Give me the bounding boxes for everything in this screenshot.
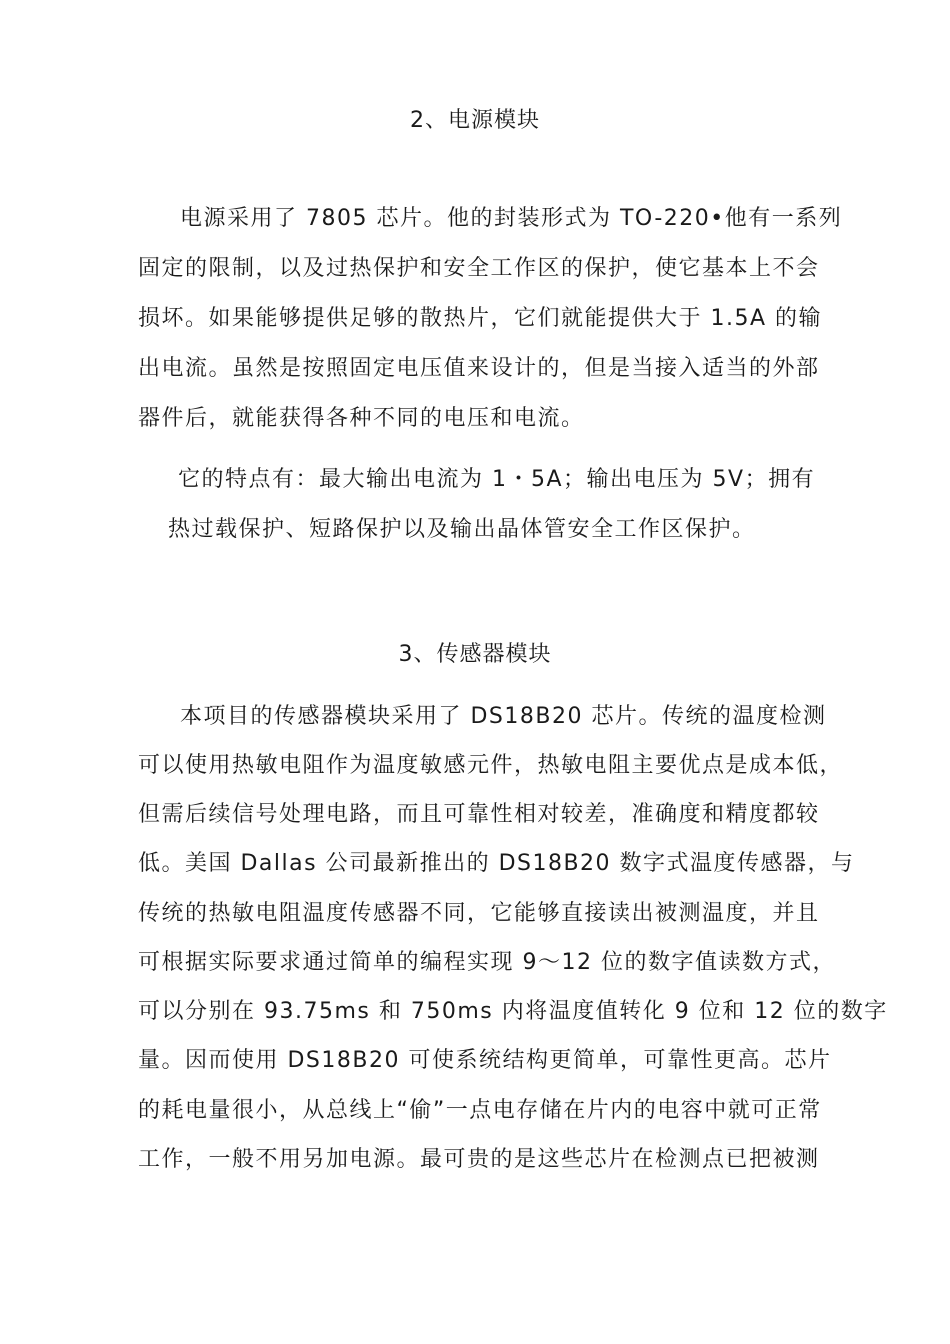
- section-3-para-1-line-9: 的耗电量很小，从总线上“偷”一点电存储在片内的电容中就可正常: [138, 1098, 822, 1123]
- section-3-para-1-line-2: 可以使用热敏电阻作为温度敏感元件，热敏电阻主要优点是成本低，: [138, 753, 844, 778]
- section-2-para-2-line-1: 它的特点有：最大输出电流为 1・5A；输出电压为 5V；拥有: [178, 467, 816, 492]
- section-3-para-1-line-6: 可根据实际要求通过简单的编程实现 9〜12 位的数字值读数方式，: [138, 950, 836, 975]
- section-3-para-1-line-4: 低。美国 Dallas 公司最新推出的 DS18B20 数字式温度传感器，与: [138, 851, 855, 876]
- section-3-heading: 3、传感器模块: [398, 642, 552, 667]
- section-2-heading: 2、电源模块: [410, 108, 540, 133]
- section-3-para-1-line-5: 传统的热敏电阻温度传感器不同，它能够直接读出被测温度，并且: [138, 901, 820, 926]
- section-2-para-1-line-4: 出电流。虽然是按照固定电压值来设计的，但是当接入适当的外部: [138, 356, 820, 381]
- section-2-para-1-line-3: 损坏。如果能够提供足够的散热片，它们就能提供大于 1.5A 的输: [138, 306, 823, 331]
- section-3-para-1-line-8: 量。因而使用 DS18B20 可使系统结构更简单，可靠性更高。芯片: [138, 1048, 832, 1073]
- section-3-para-1-line-10: 工作，一般不用另加电源。最可贵的是这些芯片在检测点已把被测: [138, 1147, 820, 1172]
- section-2-para-1-line-5: 器件后，就能获得各种不同的电压和电流。: [138, 406, 585, 431]
- section-2-para-1-line-2: 固定的限制，以及过热保护和安全工作区的保护，使它基本上不会: [138, 256, 820, 281]
- section-3-para-1-line-7: 可以分别在 93.75ms 和 750ms 内将温度值转化 9 位和 12 位的数字: [138, 999, 888, 1024]
- section-3-para-1-line-1: 本项目的传感器模块采用了 DS18B20 芯片。传统的温度检测: [180, 704, 827, 729]
- section-2-para-1-line-1: 电源采用了 7805 芯片。他的封装形式为 TO-220•他有一系列: [180, 206, 843, 231]
- section-2-para-2-line-2: 热过载保护、短路保护以及输出晶体管安全工作区保护。: [168, 517, 756, 542]
- section-3-para-1-line-3: 但需后续信号处理电路，而且可靠性相对较差，准确度和精度都较: [138, 802, 820, 827]
